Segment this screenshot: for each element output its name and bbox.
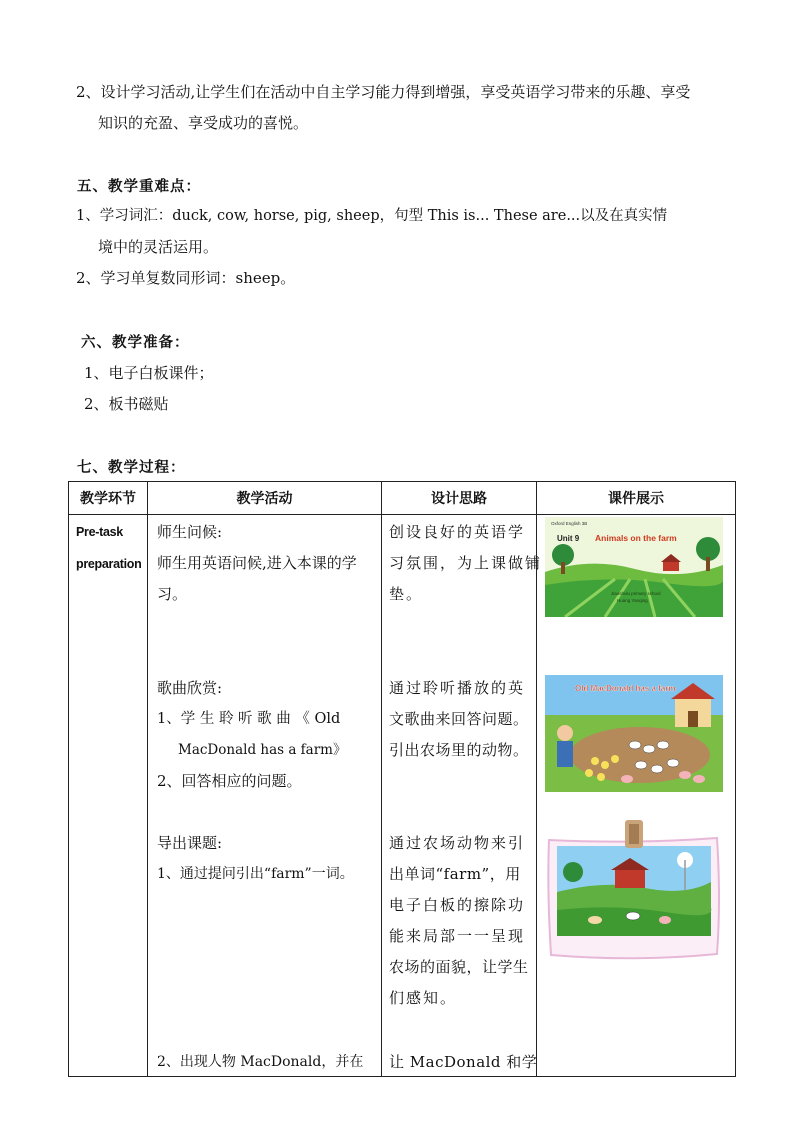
header-design: 设计思路 [382,482,537,515]
design-1-line-2: 习氛围，为上课做铺 [389,554,543,572]
design-3-line-5: 农场的面貌，让学生 [389,958,529,976]
header-stage: 教学环节 [69,482,148,515]
section5-heading: 五、教学重难点： [77,178,201,195]
design-2-line-3: 引出农场里的动物。 [389,741,529,759]
activity-cell [148,515,382,1077]
slide-1-school: Jiaoshulu primary school [611,591,661,596]
section7-heading: 七、教学过程： [77,459,186,476]
slides-cell [537,515,736,1077]
slide-2-thumbnail [545,675,723,792]
section6-item1: 1、电子白板课件； [84,364,214,382]
stage-label-line-2: preparation [76,557,142,571]
intro-line-2: 知识的充盈、享受成功的喜悦。 [98,114,309,132]
slide-1-farm-image [545,517,723,617]
stage-cell [69,515,148,1077]
design-3-line-6: 们感知。 [389,989,458,1007]
slide-1-series: Oxford English 3B [551,521,588,526]
design-4-line-1: 让 MacDonald 和学 [389,1053,538,1071]
header-slides: 课件展示 [537,482,736,515]
song-item2: 2、回答相应的问题。 [157,772,302,790]
section5-item2: 2、学习单复数同形词：sheep。 [76,269,296,287]
song-item1-line-2: MacDonald has a farm》 [178,742,347,758]
design-2-line-2: 文歌曲来回答问题。 [389,710,529,728]
greet-line-2: 习。 [157,585,188,603]
topic-item2: 2、出现人物 MacDonald，并在 [157,1054,364,1070]
table-row [69,515,736,1077]
design-1-line-3: 垫。 [389,585,424,603]
greet-line-1: 师生用英语问候,进入本课的学 [157,554,357,572]
topic-item1: 1、通过提问引出“farm”一词。 [157,866,354,882]
design-3-line-1: 通过农场动物来引 [389,834,526,852]
section6-item2: 2、板书磁贴 [84,395,169,413]
section5-item1-line1: 1、学习词汇：duck, cow, horse, pig, sheep，句型 This is... These are...以及在真实情 [76,208,668,224]
slide-3-thumbnail [545,820,723,965]
topic-title: 导出课题: [157,834,223,852]
slide-1-thumbnail [545,517,723,617]
teaching-process-table [68,481,736,1077]
design-3-line-3: 电子白板的擦除功 [389,896,526,914]
slide-3-farm-frame-image [545,820,723,965]
section5-item1-line2: 境中的灵活运用。 [98,238,219,256]
slide-1-teacher: Huang Yanqing [617,598,648,603]
stage-label-line-1: Pre-task [76,525,123,539]
design-1-line-1: 创设良好的英语学 [389,523,526,541]
header-activity: 教学活动 [148,482,382,515]
song-title: 歌曲欣赏: [157,679,223,697]
slide-2-title: Old MacDonald has a farm [575,684,676,693]
song-item1-line-1: 1、学 生 聆 听 歌 曲 《 Old [157,711,341,727]
slide-1-title: Animals on the farm [595,533,677,543]
design-2-line-1: 通过聆听播放的英 [389,679,526,697]
greet-title: 师生问候: [157,523,223,541]
design-3-line-2: 出单词“farm”，用 [389,865,521,883]
table-header-row [69,482,736,515]
section6-heading: 六、教学准备： [81,334,190,351]
intro-line-1: 2、设计学习活动,让学生们在活动中自主学习能力得到增强，享受英语学习带来的乐趣、享受 [76,83,691,101]
slide-2-song-image [545,675,723,792]
slide-1-unit: Unit 9 [557,534,580,543]
design-cell [382,515,543,1077]
design-3-line-4: 能来局部一一呈现 [389,927,526,945]
